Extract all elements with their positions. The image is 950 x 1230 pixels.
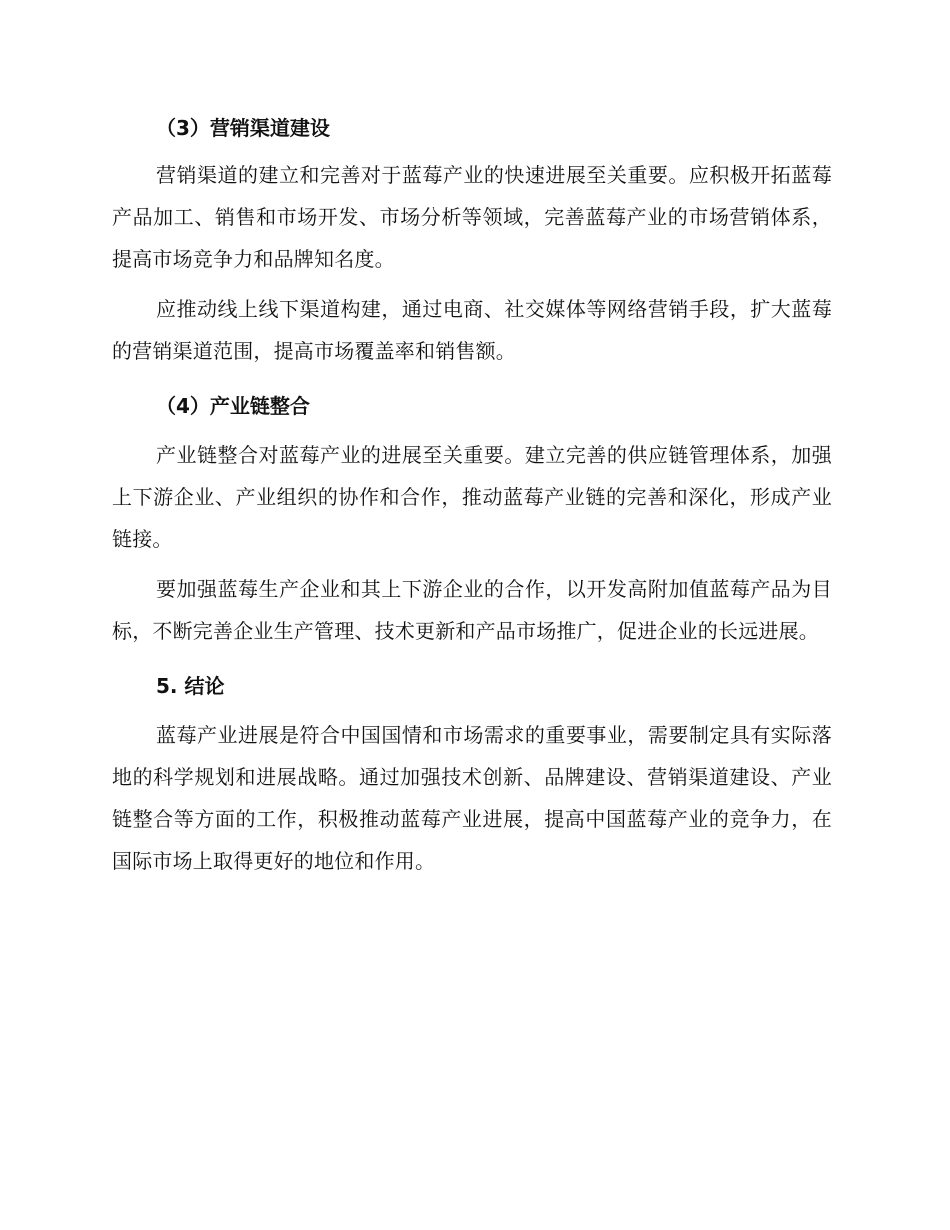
paragraph: 营销渠道的建立和完善对于蓝莓产业的快速进展至关重要。应积极开拓蓝莓产品加工、销售和市场开发、市场分析等领域，完善蓝莓产业的市场营销体系，提高市场竞争力和品牌知名度。 (112, 163, 832, 271)
paragraph: 应推动线上线下渠道构建，通过电商、社交媒体等网络营销手段，扩大蓝莓的营销渠道范围，提高市场覆盖率和销售额。 (112, 297, 832, 363)
section-heading-conclusion: 5. 结论 (156, 674, 225, 698)
paragraph: 蓝莓产业进展是符合中国国情和市场需求的重要事业，需要制定具有实际落地的科学规划和进展战略。通过加强技术创新、品牌建设、营销渠道建设、产业链整合等方面的工作，积极推动蓝莓产业进展，提高中国蓝莓产业的竞争力，在国际市场上取得更好的地位和作用。 (112, 723, 832, 873)
paragraph: 要加强蓝莓生产企业和其上下游企业的合作，以开发高附加值蓝莓产品为目标，不断完善企业生产管理、技术更新和产品市场推广，促进企业的长远进展。 (112, 577, 832, 643)
section-heading-marketing-channels: （3）营销渠道建设 (156, 116, 330, 140)
section-heading-industry-chain: （4）产业链整合 (156, 394, 310, 418)
document-body (112, 108, 832, 890)
paragraph: 产业链整合对蓝莓产业的进展至关重要。建立完善的供应链管理体系，加强上下游企业、产业组织的协作和合作，推动蓝莓产业链的完善和深化，形成产业链接。 (112, 443, 832, 551)
